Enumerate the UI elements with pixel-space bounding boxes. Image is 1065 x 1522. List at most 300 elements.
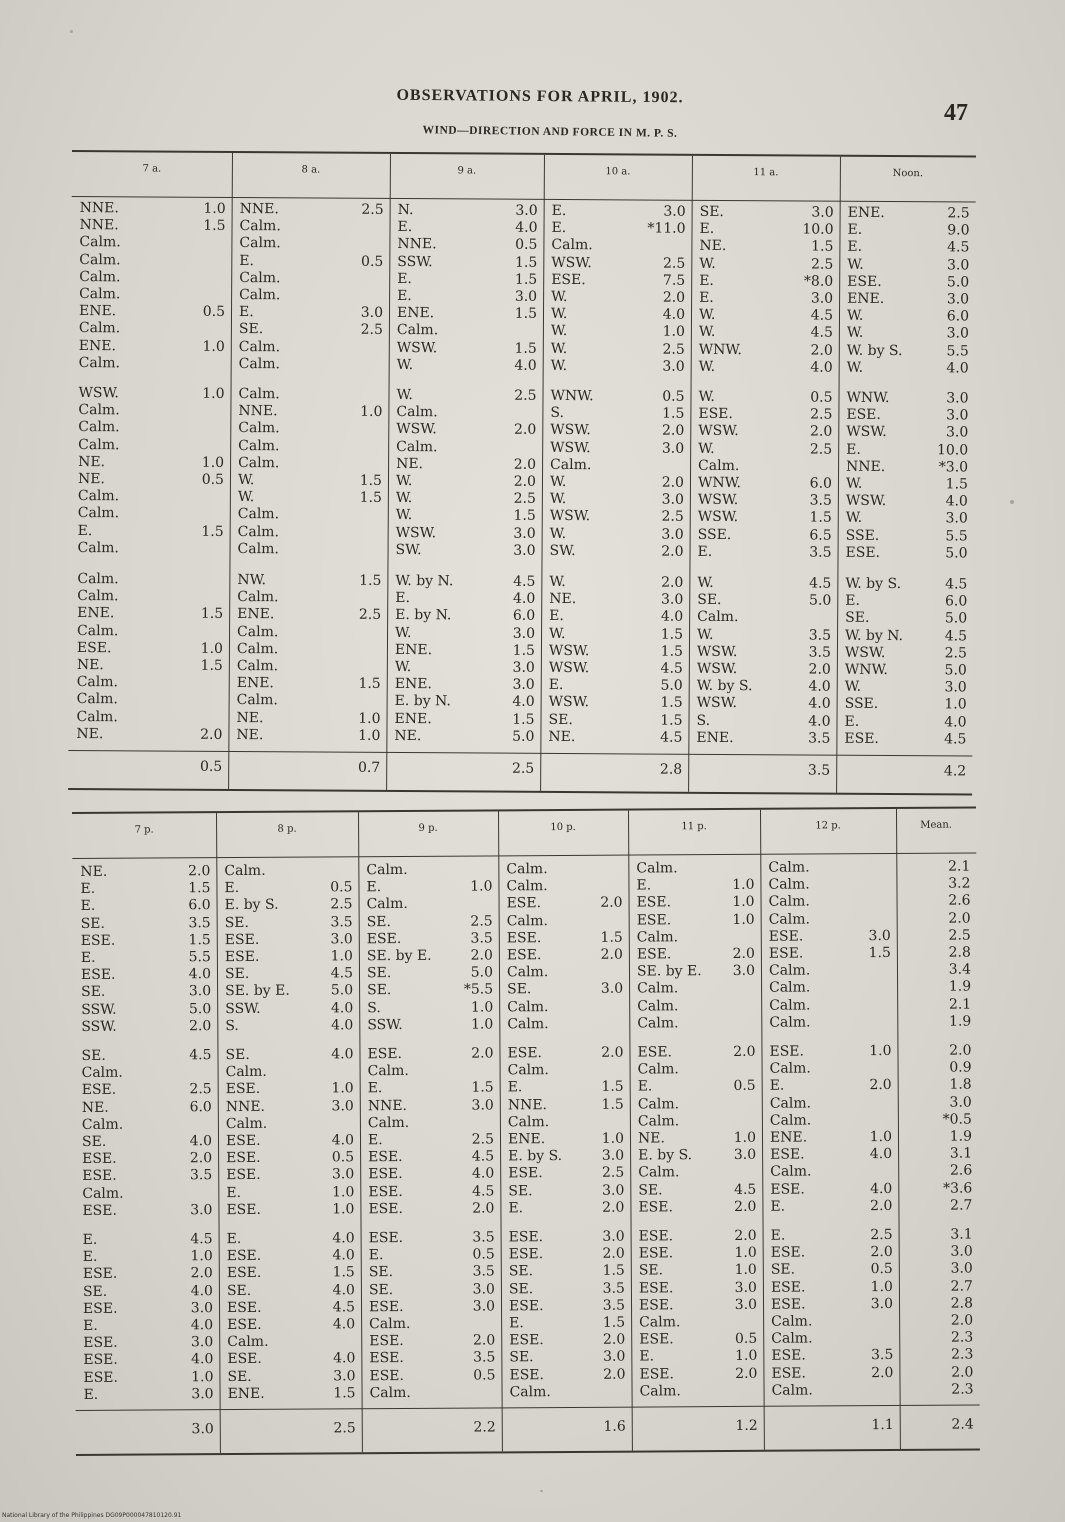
observation-row (698, 458, 832, 476)
observation-row (239, 321, 383, 339)
wind-direction: ESE. (638, 1297, 674, 1314)
wind-force (584, 1113, 624, 1130)
wind-force: 2.5 (360, 322, 383, 339)
paper-speck (540, 1490, 543, 1492)
wind-direction: SE. (638, 1262, 664, 1279)
wind-direction: Calm. (396, 404, 438, 421)
observation-row (551, 254, 685, 272)
observation-row (81, 915, 211, 933)
wind-force (339, 236, 383, 253)
wind-direction: ESE. (82, 1266, 118, 1283)
wind-direction: ENE. (769, 1129, 808, 1146)
observation-row (906, 1111, 972, 1129)
wind-force: 1.5 (660, 712, 683, 729)
observation-row (550, 491, 684, 509)
wind-force (788, 458, 832, 475)
wind-force: 4.0 (189, 1133, 213, 1150)
column-header: 7 a. (142, 163, 162, 175)
observation-block (83, 1231, 214, 1404)
wind-direction: W. (698, 324, 716, 341)
observation-row (226, 1132, 354, 1150)
wind-direction: ESE. (508, 1297, 544, 1315)
observation-block (81, 1047, 212, 1220)
observation-row (368, 1149, 494, 1167)
column-header: 9 p. (418, 822, 438, 834)
wind-force (337, 693, 381, 710)
wind-force: 3.0 (734, 1296, 758, 1313)
wind-force: 1.5 (811, 238, 834, 256)
wind-force (314, 1063, 354, 1080)
observation-row (225, 1017, 353, 1035)
column-mean: 3.0 (191, 1421, 214, 1438)
wind-force: 4.0 (190, 1317, 214, 1334)
wind-direction: Calm. (770, 1163, 812, 1181)
observation-row (396, 421, 536, 439)
wind-direction: E. (769, 1078, 785, 1095)
wind-force (181, 355, 225, 372)
observation-row (508, 1079, 624, 1097)
wind-force: 2.0 (951, 1364, 974, 1381)
observation-row (847, 256, 969, 274)
observation-row (239, 304, 383, 322)
wind-force: 0.5 (202, 303, 226, 321)
morning-wind-table (68, 150, 976, 796)
wind-direction: Calm. (238, 338, 281, 355)
wind-direction: Calm. (769, 1112, 812, 1129)
wind-force: 1.0 (202, 338, 225, 355)
observation-row (225, 983, 353, 1001)
wind-direction: Calm. (636, 929, 679, 946)
wind-direction: WSW. (844, 644, 886, 661)
observation-row (549, 608, 683, 626)
wind-force: 4.5 (189, 1047, 212, 1064)
wind-direction: Calm. (227, 1333, 269, 1351)
wind-direction: Calm. (82, 1185, 124, 1202)
wind-direction: SE. (368, 1281, 394, 1298)
wind-force (338, 438, 382, 455)
wind-force: 4.0 (945, 493, 968, 510)
observation-row (549, 574, 683, 592)
wind-force: 2.7 (950, 1197, 973, 1214)
wind-force: 3.0 (949, 1094, 972, 1111)
observation-row (847, 239, 969, 257)
wind-direction: W. (550, 357, 568, 374)
wind-force: 3.0 (471, 1096, 494, 1114)
wind-direction: W. (551, 288, 568, 305)
observation-row (636, 860, 754, 878)
wind-direction: SE. by E. (636, 963, 702, 980)
wind-force: 3.0 (946, 407, 969, 424)
wind-direction: SSE. (844, 696, 879, 713)
wind-direction: WSW. (549, 508, 591, 525)
wind-direction: SSW. (81, 1001, 117, 1018)
observation-block (79, 200, 226, 373)
wind-force: 3.0 (188, 983, 212, 1000)
wind-force: 6.0 (189, 1098, 212, 1115)
wind-direction: SW. (549, 542, 576, 559)
observation-row (698, 406, 832, 424)
observation-row (771, 1279, 893, 1297)
wind-force: 3.0 (945, 510, 968, 527)
observation-row (637, 911, 755, 929)
column-header: 8 a. (301, 164, 321, 176)
wind-direction (907, 1347, 933, 1364)
wind-force: 2.1 (948, 996, 972, 1013)
observation-row (369, 1333, 495, 1351)
wind-direction: ENE. (77, 605, 115, 622)
observation-row (845, 576, 967, 594)
wind-force: 2.0 (809, 423, 833, 441)
observation-row (769, 996, 891, 1014)
observation-row (240, 201, 384, 219)
observation-row (226, 1063, 354, 1081)
wind-force: 10.0 (802, 221, 834, 238)
wind-force: *3.0 (938, 459, 969, 476)
observation-row (697, 592, 831, 610)
observation-row (79, 338, 225, 356)
observation-row (846, 407, 968, 425)
observation-row (907, 1278, 973, 1296)
observation-row (225, 948, 353, 966)
wind-direction: Calm. (225, 1115, 268, 1132)
observation-row (506, 861, 622, 879)
wind-force: 4.0 (330, 1016, 354, 1034)
wind-direction: NNE. (238, 403, 278, 420)
wind-direction: ESE. (768, 928, 804, 945)
observation-row (699, 255, 833, 273)
wind-force: 7.5 (662, 272, 686, 289)
wind-direction (907, 1313, 933, 1330)
wind-direction: SE. (699, 203, 724, 220)
column-divider (688, 156, 693, 792)
observation-row (224, 879, 352, 897)
wind-force: 1.5 (333, 1384, 356, 1402)
wind-force (716, 1164, 756, 1181)
observation-row (638, 1147, 756, 1165)
wind-direction (906, 1060, 932, 1077)
wind-force: 2.0 (472, 1200, 495, 1217)
observation-block (696, 575, 831, 748)
observation-row (226, 1081, 354, 1099)
wind-direction: Calm. (638, 1164, 680, 1181)
wind-direction: ESE. (225, 1132, 261, 1150)
observation-row (906, 1060, 972, 1078)
observation-row (368, 1080, 494, 1098)
wind-force (456, 1384, 496, 1401)
wind-force: 2.5 (870, 1226, 893, 1244)
observation-row (771, 1296, 893, 1314)
wind-direction: Calm. (237, 589, 279, 606)
wind-force (583, 912, 623, 929)
observation-row (83, 1351, 213, 1369)
observation-row (507, 895, 623, 913)
wind-force: 1.0 (360, 403, 383, 421)
observation-row (507, 1045, 623, 1063)
observation-row (847, 359, 969, 377)
wind-force: 2.0 (189, 1150, 213, 1167)
wind-force: 2.0 (810, 342, 833, 359)
wind-direction: ESE. (770, 1146, 805, 1163)
wind-direction: E. (844, 713, 860, 730)
wind-force (338, 421, 382, 438)
wind-direction: Calm. (769, 1095, 812, 1112)
observation-row (396, 387, 536, 405)
observation-row (637, 1015, 755, 1033)
wind-direction: Calm. (237, 506, 280, 523)
observation-row (845, 610, 967, 628)
wind-force: 1.5 (512, 642, 535, 659)
wind-direction: ESE. (368, 1229, 404, 1247)
wind-direction: Calm. (637, 980, 679, 997)
wind-direction: ESE. (638, 1199, 673, 1216)
observation-row (78, 437, 224, 455)
observation-row (698, 440, 832, 458)
wind-direction: E. by N. (394, 693, 451, 710)
observation-row (78, 505, 224, 523)
wind-force: 2.3 (951, 1346, 974, 1363)
observation-row (366, 879, 492, 897)
wind-force: 1.5 (359, 472, 383, 489)
observation-row (509, 1297, 625, 1315)
wind-direction: ESE. (508, 1165, 543, 1182)
wind-direction: SE. (81, 984, 106, 1001)
wind-direction: Calm. (77, 622, 119, 639)
wind-direction (906, 1197, 932, 1214)
observation-row (369, 1264, 495, 1282)
wind-force: *3.6 (942, 1180, 973, 1197)
wind-direction: ENE. (507, 1131, 546, 1148)
observation-row (370, 1384, 496, 1402)
observation-row (227, 1265, 355, 1283)
wind-force: 4.0 (471, 1165, 495, 1182)
wind-force (492, 405, 536, 422)
wind-direction: E. (847, 221, 863, 239)
wind-force: 5.0 (188, 1000, 212, 1017)
wind-direction: W. (845, 510, 863, 527)
wind-direction: E. (847, 239, 863, 256)
observation-row (395, 590, 535, 608)
observation-row (509, 1229, 625, 1247)
wind-force: 3.0 (946, 291, 970, 308)
wind-force: 3.0 (330, 931, 353, 948)
wind-direction: E. (699, 272, 714, 289)
observation-row (907, 1295, 973, 1313)
observation-block (78, 385, 225, 558)
wind-direction: Calm. (637, 1095, 680, 1113)
wind-direction: WSW. (396, 421, 437, 438)
wind-direction: Calm. (79, 268, 121, 286)
wind-direction: W. (698, 306, 716, 324)
wind-direction: ESE. (551, 271, 586, 288)
wind-force (172, 1185, 212, 1202)
wind-force: 5.0 (944, 662, 967, 679)
wind-direction: Calm. (396, 438, 438, 455)
wind-force: 0.9 (949, 1059, 972, 1076)
observation-row (638, 1130, 756, 1148)
wind-force: 3.0 (810, 290, 834, 307)
observation-row (227, 1299, 355, 1317)
observation-row (549, 643, 683, 661)
wind-direction: ESE. (83, 1334, 118, 1352)
wind-direction: ESE. (369, 1333, 404, 1350)
wind-force: 3.5 (602, 1280, 625, 1297)
observation-row (227, 1282, 355, 1300)
observation-row (510, 1383, 626, 1401)
wind-force: 3.0 (331, 1166, 355, 1183)
observation-row (699, 273, 833, 291)
wind-force: 3.0 (662, 358, 685, 375)
observation-row (77, 640, 223, 658)
observation-row (77, 605, 223, 623)
observation-row (846, 424, 968, 442)
observation-row (78, 540, 224, 558)
wind-direction: Calm. (77, 588, 119, 605)
wind-direction: Calm. (76, 708, 118, 725)
wind-force (853, 1382, 893, 1399)
observation-row (397, 339, 537, 357)
wind-direction: Calm. (768, 893, 810, 911)
observation-block (905, 1043, 972, 1215)
observation-row (636, 877, 754, 895)
wind-force: 3.0 (811, 204, 834, 221)
observation-row (698, 509, 832, 527)
wind-direction: WNW. (844, 661, 888, 678)
observation-block (904, 859, 971, 1031)
wind-force: 1.0 (332, 1183, 355, 1200)
wind-force: 2.0 (948, 910, 971, 927)
wind-force: 4.5 (660, 729, 683, 746)
wind-force: 6.0 (944, 593, 968, 610)
wind-force (339, 219, 383, 236)
wind-direction: SSW. (225, 1000, 261, 1017)
observation-row (83, 1248, 213, 1266)
wind-force (181, 235, 225, 252)
observation-row (395, 659, 535, 677)
observation-row (79, 320, 225, 338)
wind-direction: SE. (697, 592, 722, 609)
observation-row (698, 526, 832, 544)
wind-force: 1.0 (732, 911, 755, 928)
wind-force: 3.0 (190, 1299, 214, 1317)
wind-direction: Calm. (506, 861, 548, 878)
wind-force: 1.5 (601, 1096, 624, 1113)
observation-row (551, 289, 685, 307)
observation-row (905, 910, 971, 928)
wind-force: 3.5 (871, 1347, 894, 1364)
wind-force (852, 1163, 892, 1180)
observation-row (507, 912, 623, 930)
wind-force (181, 269, 225, 286)
observation-row (396, 456, 536, 474)
observation-row (639, 1331, 757, 1349)
wind-force: 2.1 (948, 858, 971, 875)
wind-force: 3.0 (661, 526, 684, 543)
wind-direction: E. (226, 1230, 242, 1248)
wind-direction: E. by N. (395, 607, 452, 624)
observation-row (639, 1314, 757, 1332)
observation-block (771, 1227, 894, 1400)
wind-force: 3.0 (360, 304, 384, 322)
observation-row (508, 1062, 624, 1080)
wind-force: 3.5 (473, 1349, 496, 1366)
wind-force: 3.0 (472, 1280, 495, 1298)
column-divider (836, 157, 841, 793)
wind-direction: ESE. (83, 1352, 118, 1369)
wind-direction: ENE. (394, 641, 433, 658)
wind-force: 4.0 (514, 357, 537, 374)
wind-force: 1.9 (948, 1013, 972, 1030)
paper-speck (1010, 500, 1014, 504)
wind-force (852, 1060, 892, 1077)
observation-row (905, 979, 971, 997)
wind-force: 4.0 (946, 360, 969, 377)
observation-row (771, 1330, 893, 1348)
wind-force: 1.5 (203, 217, 226, 235)
wind-direction: ESE. (367, 1045, 403, 1063)
wind-force: 1.5 (332, 1264, 355, 1281)
observation-row (239, 356, 383, 374)
observation-row (508, 1165, 624, 1183)
wind-force: 1.5 (359, 489, 382, 507)
wind-direction: E. (83, 1386, 99, 1403)
observation-row (771, 1261, 893, 1279)
wind-direction (906, 1094, 932, 1111)
wind-force: 1.5 (660, 643, 683, 660)
observation-row (906, 1180, 972, 1198)
wind-direction: SE. (845, 610, 870, 627)
observation-row (638, 1199, 756, 1217)
wind-force: 3.0 (512, 676, 535, 693)
wind-direction: ESE. (76, 639, 112, 657)
observation-row (397, 219, 537, 237)
observation-row (368, 1200, 494, 1218)
wind-direction: Calm. (78, 354, 121, 371)
wind-direction: ESE. (509, 1366, 544, 1383)
observation-row (548, 729, 682, 747)
wind-force (717, 1383, 757, 1400)
observation-row (369, 1281, 495, 1299)
column-header: 11 p. (681, 821, 707, 833)
wind-force: 5.5 (945, 527, 968, 544)
observation-row (846, 390, 968, 408)
observation-row (226, 1167, 354, 1185)
observation-row (846, 493, 968, 511)
observation-row (639, 1279, 757, 1297)
wind-direction: E. (366, 879, 382, 896)
wind-direction: W. (698, 440, 715, 457)
wind-direction: E. (368, 1247, 384, 1264)
wind-force (179, 675, 223, 692)
wind-force: 3.5 (808, 644, 831, 661)
observation-row (770, 1146, 892, 1164)
page-number: 47 (944, 100, 968, 126)
observation-row (395, 607, 535, 625)
observation-row (238, 420, 382, 438)
observation-row (82, 1202, 212, 1220)
wind-direction: E. (397, 287, 412, 305)
wind-direction: SE. (770, 1261, 796, 1279)
observation-row (367, 913, 493, 931)
observation-row (846, 476, 968, 494)
wind-direction: NNE. (225, 1098, 266, 1115)
observation-row (845, 627, 967, 645)
wind-force: 1.0 (203, 200, 226, 217)
wind-direction: ESE. (225, 1081, 261, 1098)
wind-force (315, 1333, 355, 1350)
wind-direction: Calm. (506, 912, 548, 929)
observation-row (905, 1043, 971, 1061)
wind-direction: Calm. (637, 997, 679, 1015)
